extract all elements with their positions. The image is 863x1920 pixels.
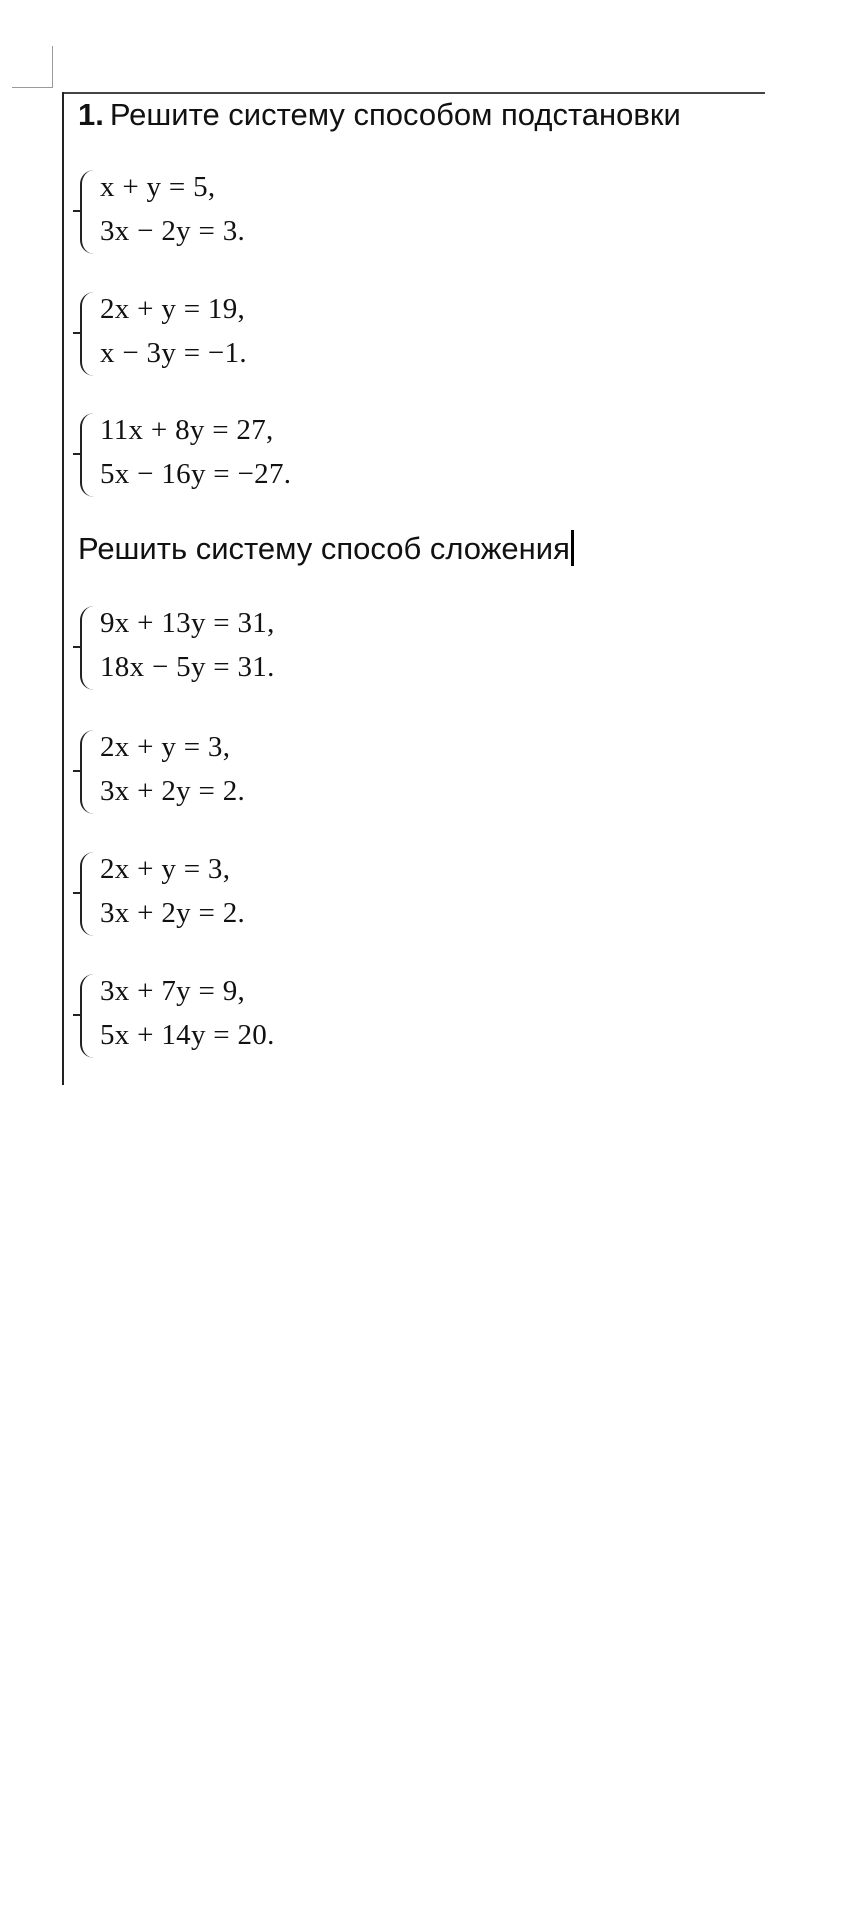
table-top-border	[62, 92, 765, 94]
equation-system-4[interactable]	[80, 606, 440, 692]
equation-line-1: 2x + y = 19,	[100, 293, 246, 325]
curly-brace-icon	[80, 730, 96, 814]
equation-line-2: 3x + 2y = 2.	[100, 897, 246, 929]
equation-system-5[interactable]	[80, 730, 440, 816]
equation-line-1: 2x + y = 3,	[100, 731, 231, 763]
curly-brace-icon	[80, 606, 96, 690]
equation-line-1: x + y = 5,	[100, 171, 216, 203]
curly-brace-icon	[80, 974, 96, 1058]
equation-line-1: 2x + y = 3,	[100, 853, 231, 885]
equation-line-1: 3x + 7y = 9,	[100, 975, 246, 1007]
text-cursor	[571, 530, 574, 566]
equation-line-2: 18x − 5y = 31.	[100, 651, 275, 683]
curly-brace-icon	[80, 413, 96, 497]
equation-line-1: 11x + 8y = 27,	[100, 414, 274, 446]
equation-system-2[interactable]	[80, 292, 440, 378]
equation-line-2: 3x − 2y = 3.	[100, 215, 246, 247]
section-heading-addition-method[interactable]	[78, 530, 574, 568]
equation-line-1: 9x + 13y = 31,	[100, 607, 275, 639]
task-title: Решите систему способом подстановки	[109, 97, 681, 132]
equation-line-2: 3x + 2y = 2.	[100, 775, 246, 807]
equation-system-6[interactable]	[80, 852, 440, 938]
curly-brace-icon	[80, 170, 96, 254]
curly-brace-icon	[80, 292, 96, 376]
margin-corner-mark-horizontal	[12, 87, 53, 88]
task-number: 1.	[78, 97, 104, 132]
equation-system-7[interactable]	[80, 974, 440, 1060]
curly-brace-icon	[80, 852, 96, 936]
equation-system-1[interactable]	[80, 170, 440, 256]
task-heading[interactable]	[78, 97, 681, 133]
equation-line-2: 5x + 14y = 20.	[100, 1019, 275, 1051]
equation-line-2: x − 3y = −1.	[100, 337, 247, 369]
table-left-border	[62, 92, 64, 1085]
margin-corner-mark-vertical	[52, 46, 53, 88]
section-heading-text: Решить систему способ сложения	[78, 531, 570, 566]
equation-line-2: 5x − 16y = −27.	[100, 458, 292, 490]
equation-system-3[interactable]	[80, 413, 440, 499]
